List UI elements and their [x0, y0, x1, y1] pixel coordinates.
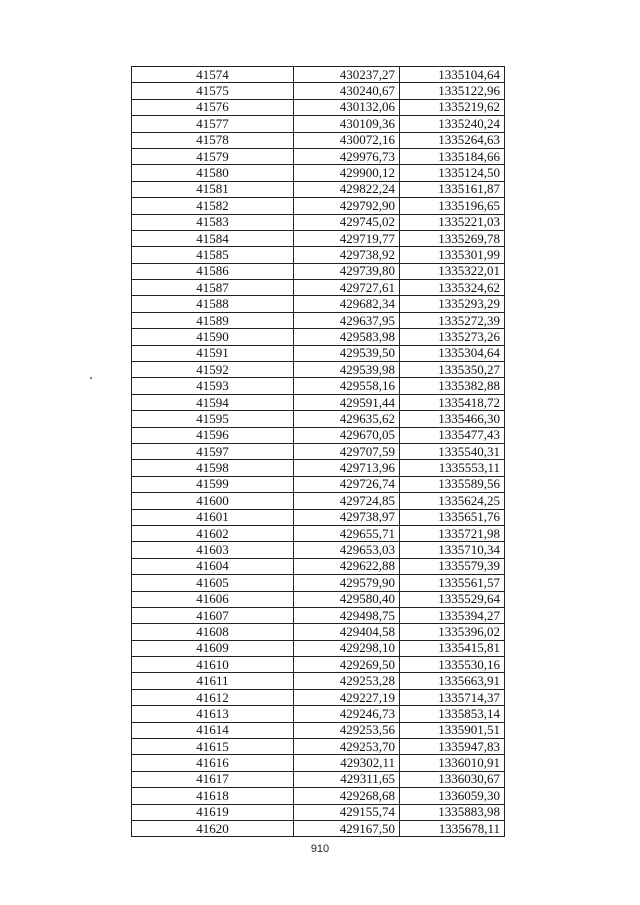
- point-number-cell: 41589: [132, 312, 294, 328]
- x-coordinate-cell: 429558,16: [294, 378, 400, 394]
- x-coordinate-cell: 430109,36: [294, 116, 400, 132]
- table-row: [132, 640, 505, 656]
- y-coordinate-cell: 1336059,30: [400, 788, 505, 804]
- y-coordinate-cell: 1335272,39: [400, 312, 505, 328]
- x-coordinate-cell: 429739,80: [294, 263, 400, 279]
- x-coordinate-cell: 429670,05: [294, 427, 400, 443]
- y-coordinate-cell: 1335196,65: [400, 198, 505, 214]
- point-number-cell: 41575: [132, 83, 294, 99]
- table-row: [132, 657, 505, 673]
- y-coordinate-cell: 1335293,29: [400, 296, 505, 312]
- coordinates-table-body: [132, 67, 505, 837]
- x-coordinate-cell: 429404,58: [294, 624, 400, 640]
- table-row: [132, 525, 505, 541]
- point-number-cell: 41616: [132, 755, 294, 771]
- x-coordinate-cell: 429655,71: [294, 525, 400, 541]
- point-number-cell: 41592: [132, 362, 294, 378]
- y-coordinate-cell: 1335901,51: [400, 722, 505, 738]
- table-row: [132, 132, 505, 148]
- point-number-cell: 41581: [132, 181, 294, 197]
- table-row: [132, 329, 505, 345]
- y-coordinate-cell: 1335624,25: [400, 493, 505, 509]
- x-coordinate-cell: 429822,24: [294, 181, 400, 197]
- y-coordinate-cell: 1335678,11: [400, 820, 505, 836]
- x-coordinate-cell: 429591,44: [294, 394, 400, 410]
- table-row: [132, 116, 505, 132]
- table-row: [132, 755, 505, 771]
- coordinates-table: [131, 66, 505, 837]
- x-coordinate-cell: 429727,61: [294, 280, 400, 296]
- y-coordinate-cell: 1335264,63: [400, 132, 505, 148]
- y-coordinate-cell: 1335184,66: [400, 148, 505, 164]
- table-row: [132, 181, 505, 197]
- y-coordinate-cell: 1335273,26: [400, 329, 505, 345]
- point-number-cell: 41613: [132, 706, 294, 722]
- point-number-cell: 41594: [132, 394, 294, 410]
- table-row: [132, 247, 505, 263]
- y-coordinate-cell: 1335579,39: [400, 558, 505, 574]
- table-row: [132, 230, 505, 246]
- scan-speck: [90, 377, 92, 379]
- y-coordinate-cell: 1335561,57: [400, 575, 505, 591]
- x-coordinate-cell: 430240,67: [294, 83, 400, 99]
- table-row: [132, 624, 505, 640]
- x-coordinate-cell: 429637,95: [294, 312, 400, 328]
- point-number-cell: 41597: [132, 443, 294, 459]
- y-coordinate-cell: 1335947,83: [400, 739, 505, 755]
- table-row: [132, 296, 505, 312]
- x-coordinate-cell: 429269,50: [294, 657, 400, 673]
- y-coordinate-cell: 1335529,64: [400, 591, 505, 607]
- table-row: [132, 280, 505, 296]
- x-coordinate-cell: 429622,88: [294, 558, 400, 574]
- y-coordinate-cell: 1335221,03: [400, 214, 505, 230]
- x-coordinate-cell: 429745,02: [294, 214, 400, 230]
- point-number-cell: 41604: [132, 558, 294, 574]
- point-number-cell: 41618: [132, 788, 294, 804]
- y-coordinate-cell: 1335301,99: [400, 247, 505, 263]
- y-coordinate-cell: 1335124,50: [400, 165, 505, 181]
- table-row: [132, 673, 505, 689]
- point-number-cell: 41611: [132, 673, 294, 689]
- y-coordinate-cell: 1336030,67: [400, 771, 505, 787]
- y-coordinate-cell: 1336010,91: [400, 755, 505, 771]
- point-number-cell: 41602: [132, 525, 294, 541]
- table-row: [132, 493, 505, 509]
- table-row: [132, 67, 505, 83]
- point-number-cell: 41579: [132, 148, 294, 164]
- y-coordinate-cell: 1335721,98: [400, 525, 505, 541]
- table-row: [132, 591, 505, 607]
- x-coordinate-cell: 429268,68: [294, 788, 400, 804]
- table-row: [132, 83, 505, 99]
- x-coordinate-cell: 429579,90: [294, 575, 400, 591]
- table-row: [132, 542, 505, 558]
- y-coordinate-cell: 1335394,27: [400, 607, 505, 623]
- table-row: [132, 362, 505, 378]
- point-number-cell: 41590: [132, 329, 294, 345]
- x-coordinate-cell: 429539,50: [294, 345, 400, 361]
- point-number-cell: 41593: [132, 378, 294, 394]
- point-number-cell: 41583: [132, 214, 294, 230]
- point-number-cell: 41586: [132, 263, 294, 279]
- y-coordinate-cell: 1335240,24: [400, 116, 505, 132]
- y-coordinate-cell: 1335396,02: [400, 624, 505, 640]
- x-coordinate-cell: 429155,74: [294, 804, 400, 820]
- point-number-cell: 41574: [132, 67, 294, 83]
- y-coordinate-cell: 1335304,64: [400, 345, 505, 361]
- table-row: [132, 509, 505, 525]
- table-row: [132, 788, 505, 804]
- point-number-cell: 41599: [132, 476, 294, 492]
- table-row: [132, 99, 505, 115]
- x-coordinate-cell: 429726,74: [294, 476, 400, 492]
- y-coordinate-cell: 1335477,43: [400, 427, 505, 443]
- x-coordinate-cell: 429707,59: [294, 443, 400, 459]
- table-row: [132, 443, 505, 459]
- y-coordinate-cell: 1335540,31: [400, 443, 505, 459]
- x-coordinate-cell: 429719,77: [294, 230, 400, 246]
- point-number-cell: 41591: [132, 345, 294, 361]
- table-row: [132, 263, 505, 279]
- x-coordinate-cell: 429253,70: [294, 739, 400, 755]
- point-number-cell: 41601: [132, 509, 294, 525]
- y-coordinate-cell: 1335350,27: [400, 362, 505, 378]
- table-row: [132, 148, 505, 164]
- point-number-cell: 41587: [132, 280, 294, 296]
- y-coordinate-cell: 1335415,81: [400, 640, 505, 656]
- x-coordinate-cell: 429253,28: [294, 673, 400, 689]
- x-coordinate-cell: 429311,65: [294, 771, 400, 787]
- y-coordinate-cell: 1335161,87: [400, 181, 505, 197]
- table-row: [132, 378, 505, 394]
- point-number-cell: 41612: [132, 689, 294, 705]
- table-row: [132, 607, 505, 623]
- x-coordinate-cell: 429682,34: [294, 296, 400, 312]
- point-number-cell: 41577: [132, 116, 294, 132]
- point-number-cell: 41614: [132, 722, 294, 738]
- point-number-cell: 41603: [132, 542, 294, 558]
- table-row: [132, 198, 505, 214]
- x-coordinate-cell: 429738,97: [294, 509, 400, 525]
- y-coordinate-cell: 1335714,37: [400, 689, 505, 705]
- table-row: [132, 476, 505, 492]
- y-coordinate-cell: 1335219,62: [400, 99, 505, 115]
- point-number-cell: 41610: [132, 657, 294, 673]
- point-number-cell: 41598: [132, 460, 294, 476]
- y-coordinate-cell: 1335382,88: [400, 378, 505, 394]
- point-number-cell: 41620: [132, 820, 294, 836]
- x-coordinate-cell: 429302,11: [294, 755, 400, 771]
- table-row: [132, 706, 505, 722]
- point-number-cell: 41585: [132, 247, 294, 263]
- table-row: [132, 804, 505, 820]
- point-number-cell: 41600: [132, 493, 294, 509]
- y-coordinate-cell: 1335589,56: [400, 476, 505, 492]
- point-number-cell: 41595: [132, 411, 294, 427]
- x-coordinate-cell: 430237,27: [294, 67, 400, 83]
- x-coordinate-cell: 429227,19: [294, 689, 400, 705]
- page-number: 910: [310, 843, 330, 855]
- point-number-cell: 41588: [132, 296, 294, 312]
- point-number-cell: 41615: [132, 739, 294, 755]
- x-coordinate-cell: 429246,73: [294, 706, 400, 722]
- point-number-cell: 41608: [132, 624, 294, 640]
- table-row: [132, 460, 505, 476]
- x-coordinate-cell: 429724,85: [294, 493, 400, 509]
- x-coordinate-cell: 429900,12: [294, 165, 400, 181]
- y-coordinate-cell: 1335122,96: [400, 83, 505, 99]
- x-coordinate-cell: 429253,56: [294, 722, 400, 738]
- point-number-cell: 41619: [132, 804, 294, 820]
- x-coordinate-cell: 429653,03: [294, 542, 400, 558]
- y-coordinate-cell: 1335853,14: [400, 706, 505, 722]
- point-number-cell: 41609: [132, 640, 294, 656]
- table-row: [132, 345, 505, 361]
- x-coordinate-cell: 429580,40: [294, 591, 400, 607]
- y-coordinate-cell: 1335269,78: [400, 230, 505, 246]
- point-number-cell: 41606: [132, 591, 294, 607]
- point-number-cell: 41580: [132, 165, 294, 181]
- point-number-cell: 41578: [132, 132, 294, 148]
- table-row: [132, 689, 505, 705]
- point-number-cell: 41596: [132, 427, 294, 443]
- x-coordinate-cell: 430072,16: [294, 132, 400, 148]
- point-number-cell: 41617: [132, 771, 294, 787]
- x-coordinate-cell: 429498,75: [294, 607, 400, 623]
- y-coordinate-cell: 1335322,01: [400, 263, 505, 279]
- y-coordinate-cell: 1335553,11: [400, 460, 505, 476]
- x-coordinate-cell: 429539,98: [294, 362, 400, 378]
- x-coordinate-cell: 429298,10: [294, 640, 400, 656]
- x-coordinate-cell: 429738,92: [294, 247, 400, 263]
- table-row: [132, 722, 505, 738]
- table-row: [132, 394, 505, 410]
- y-coordinate-cell: 1335651,76: [400, 509, 505, 525]
- table-row: [132, 558, 505, 574]
- x-coordinate-cell: 429713,96: [294, 460, 400, 476]
- x-coordinate-cell: 429976,73: [294, 148, 400, 164]
- y-coordinate-cell: 1335710,34: [400, 542, 505, 558]
- table-row: [132, 739, 505, 755]
- point-number-cell: 41576: [132, 99, 294, 115]
- x-coordinate-cell: 430132,06: [294, 99, 400, 115]
- x-coordinate-cell: 429792,90: [294, 198, 400, 214]
- table-row: [132, 411, 505, 427]
- point-number-cell: 41582: [132, 198, 294, 214]
- y-coordinate-cell: 1335883,98: [400, 804, 505, 820]
- y-coordinate-cell: 1335418,72: [400, 394, 505, 410]
- table-row: [132, 575, 505, 591]
- x-coordinate-cell: 429167,50: [294, 820, 400, 836]
- y-coordinate-cell: 1335324,62: [400, 280, 505, 296]
- y-coordinate-cell: 1335466,30: [400, 411, 505, 427]
- x-coordinate-cell: 429635,62: [294, 411, 400, 427]
- point-number-cell: 41605: [132, 575, 294, 591]
- table-row: [132, 214, 505, 230]
- table-row: [132, 820, 505, 836]
- x-coordinate-cell: 429583,98: [294, 329, 400, 345]
- table-row: [132, 312, 505, 328]
- table-row: [132, 427, 505, 443]
- point-number-cell: 41584: [132, 230, 294, 246]
- y-coordinate-cell: 1335663,91: [400, 673, 505, 689]
- y-coordinate-cell: 1335530,16: [400, 657, 505, 673]
- y-coordinate-cell: 1335104,64: [400, 67, 505, 83]
- table-row: [132, 771, 505, 787]
- table-row: [132, 165, 505, 181]
- point-number-cell: 41607: [132, 607, 294, 623]
